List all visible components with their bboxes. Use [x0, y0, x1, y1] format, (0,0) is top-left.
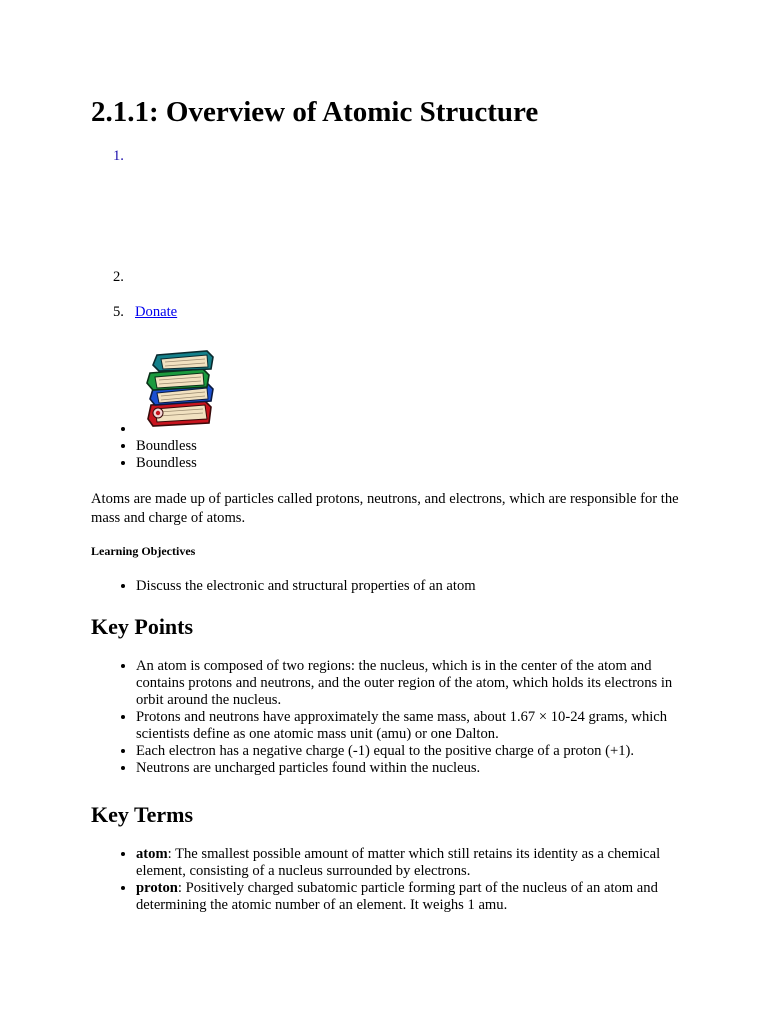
stack-of-books-icon [145, 349, 217, 427]
breadcrumb-number: 5. [113, 304, 124, 320]
list-item: • Neutrons are uncharged particles found within the nucleus. [136, 760, 696, 777]
list-item: • An atom is composed of two regions: the nucleus, which is in the center of the atom and contains protons and neutrons, and the outer region of the atom, which holds its electrons in orbit around the nucleus. [136, 658, 696, 709]
breadcrumb-number: 2. [113, 269, 124, 285]
list-item: • Discuss the electronic and structural properties of an atom [136, 578, 696, 595]
list-item [136, 846, 696, 880]
term-label: proton [136, 880, 178, 896]
list-item [136, 421, 696, 438]
page-title: 2.1.1: Overview of Atomic Structure [91, 96, 539, 128]
term-label: atom [136, 846, 168, 862]
donate-link[interactable]: Donate [135, 304, 178, 320]
key-points-heading: Key Points [91, 614, 194, 639]
key-terms-heading: Key Terms [91, 802, 194, 827]
breadcrumb-item-2 [113, 269, 135, 286]
teal-book [153, 351, 213, 371]
list-item: • Each electron has a negative charge (-1) equal to the positive charge of a proton (+1). [136, 743, 696, 760]
list-item: • Boundless [136, 455, 696, 472]
breadcrumb-number[interactable]: 1. [113, 148, 124, 164]
list-item: • Boundless [136, 438, 696, 455]
key-points-list [91, 658, 696, 777]
learning-objectives-list [91, 578, 696, 595]
key-terms-list [91, 846, 696, 914]
list-item [136, 880, 696, 914]
learning-objectives-heading: Learning Objectives [91, 544, 196, 558]
term-definition: : The smallest possible amount of matter which still retains its identity as a chemical element, consisting of a nucleus surrounded by electrons. [136, 846, 661, 879]
attribution-list [91, 421, 696, 472]
list-item: • Protons and neutrons have approximately the same mass, about 1.67 × 10-24 grams, which scientists define as one atomic mass unit (amu) or one Dalton. [136, 709, 696, 743]
term-definition: : Positively charged subatomic particle forming part of the nucleus of an atom and determining the atomic number of an element. It weighs 1 amu. [136, 880, 658, 913]
green-book [147, 369, 209, 390]
breadcrumb-item-donate [113, 304, 177, 321]
intro-paragraph: Atoms are made up of particles called protons, neutrons, and electrons, which are responsible for the mass and charge of atoms. [91, 491, 679, 526]
breadcrumb-item-1[interactable] [113, 148, 135, 165]
